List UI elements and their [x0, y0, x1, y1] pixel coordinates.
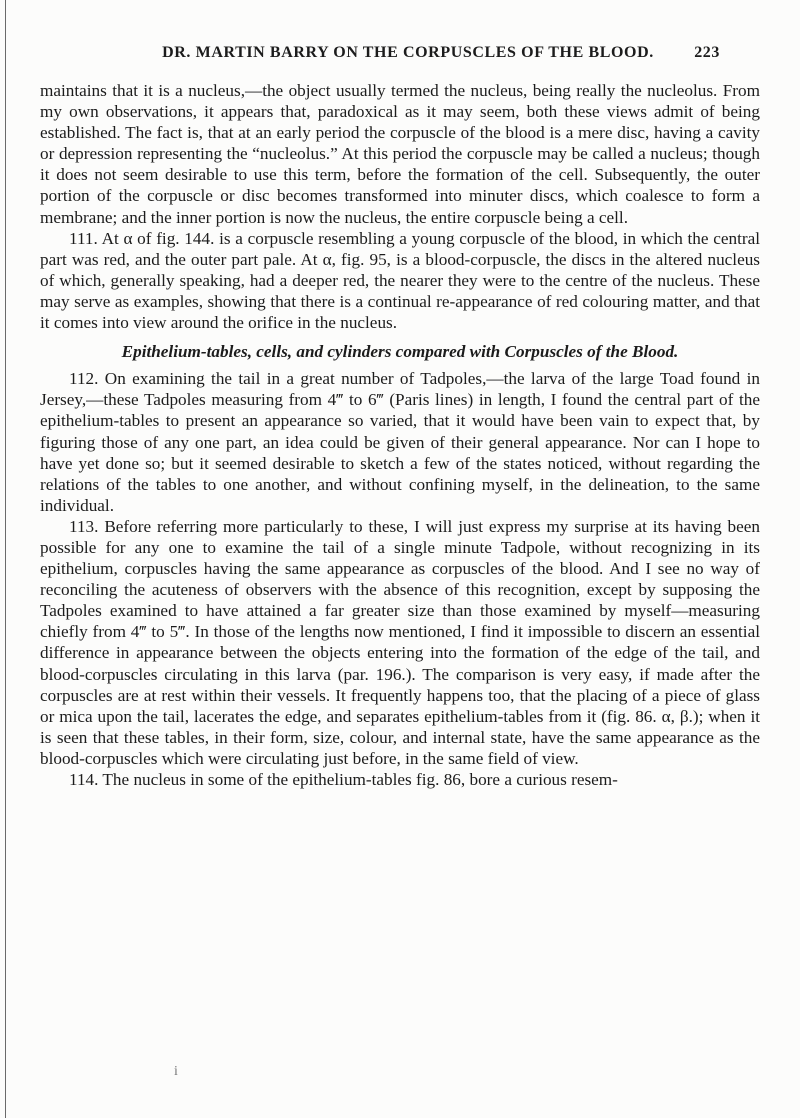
paragraph-111: 111. At α of fig. 144. is a corpuscle resembling a young corpuscle of the blood, in which the central part was red, and the outer part pale. At α, fig. 95, is a blood-corpuscle, the discs in the altered nucleus of which, generally speaking, had a deeper red, the nearer they were to the centre of the nucleus. These may serve as examples, showing that there is a continual re-appearance of red colouring matter, and that it comes into view around the orifice in the nucleus. — [40, 228, 760, 333]
page-edge-line — [5, 0, 6, 1118]
stray-mark: i — [174, 1064, 178, 1079]
paragraph-113: 113. Before referring more particularly to these, I will just express my surprise at its having been possible for any one to examine the tail of a single minute Tadpole, without recognizing in its epithelium, corpuscles having the same appearance as corpuscles of the blood. And I see no way of reconciling the acuteness of observers with the absence of this recognition, except by supposing the Tadpoles examined to have attained a far greater size than those examined by myself—measuring chiefly from 4‴ to 5‴. In those of the lengths now mentioned, I find it impossible to discern an essential difference in appearance between the objects entering into the formation of the edge of the tail, and blood-corpuscles circulating in this larva (par. 196.). The comparison is very easy, if made after the corpuscles are at rest within their vessels. It frequently happens too, that the placing of a piece of glass or mica upon the tail, lacerates the edge, and separates epithelium-tables from it (fig. 86. α, β.); when it is seen that these tables, in their form, size, colour, and internal state, have the same appearance as the blood-corpuscles which were circulating just before, in the same field of view. — [40, 516, 760, 768]
paragraph-continued: maintains that it is a nucleus,—the object usually termed the nucleus, being really the nucleolus. From my own observations, it appears that, paradoxical as it may seem, both these views admit of being established. The fact is, that at an early period the corpuscle of the blood is a mere disc, having a cavity or depression representing the “nucleolus.” At this period the corpuscle may be called a nucleus; though it does not seem desirable to use this term, before the formation of the cell. Subsequently, the outer portion of the corpuscle or disc becomes transformed into minuter discs, which coalesce to form a membrane; and the inner portion is now the nucleus, the entire corpuscle being a cell. — [40, 81, 760, 227]
body-text — [40, 80, 760, 790]
paragraph-112: 112. On examining the tail in a great number of Tadpoles,—the larva of the large Toad found in Jersey,—these Tadpoles measuring from 4‴ to 6‴ (Paris lines) in length, I found the central part of the epithelium-tables to present an appearance so varied, that it would have been vain to expect that, by figuring those of any one part, an idea could be given of their general appearance. Nor can I hope to have yet done so; but it seemed desirable to sketch a few of the states noticed, without regarding the relations of the tables to one another, and without confining myself, in the delineation, to the same individual. — [40, 369, 760, 515]
page-number: 223 — [694, 44, 720, 61]
section-heading: Epithelium-tables, cells, and cylinders compared with Corpuscles of the Blood. — [121, 342, 679, 362]
running-title: DR. MARTIN BARRY ON THE CORPUSCLES OF THE BLOOD. — [162, 44, 654, 61]
running-header — [96, 44, 720, 68]
paragraph-114: 114. The nucleus in some of the epithelium-tables fig. 86, bore a curious resem- — [69, 770, 618, 789]
